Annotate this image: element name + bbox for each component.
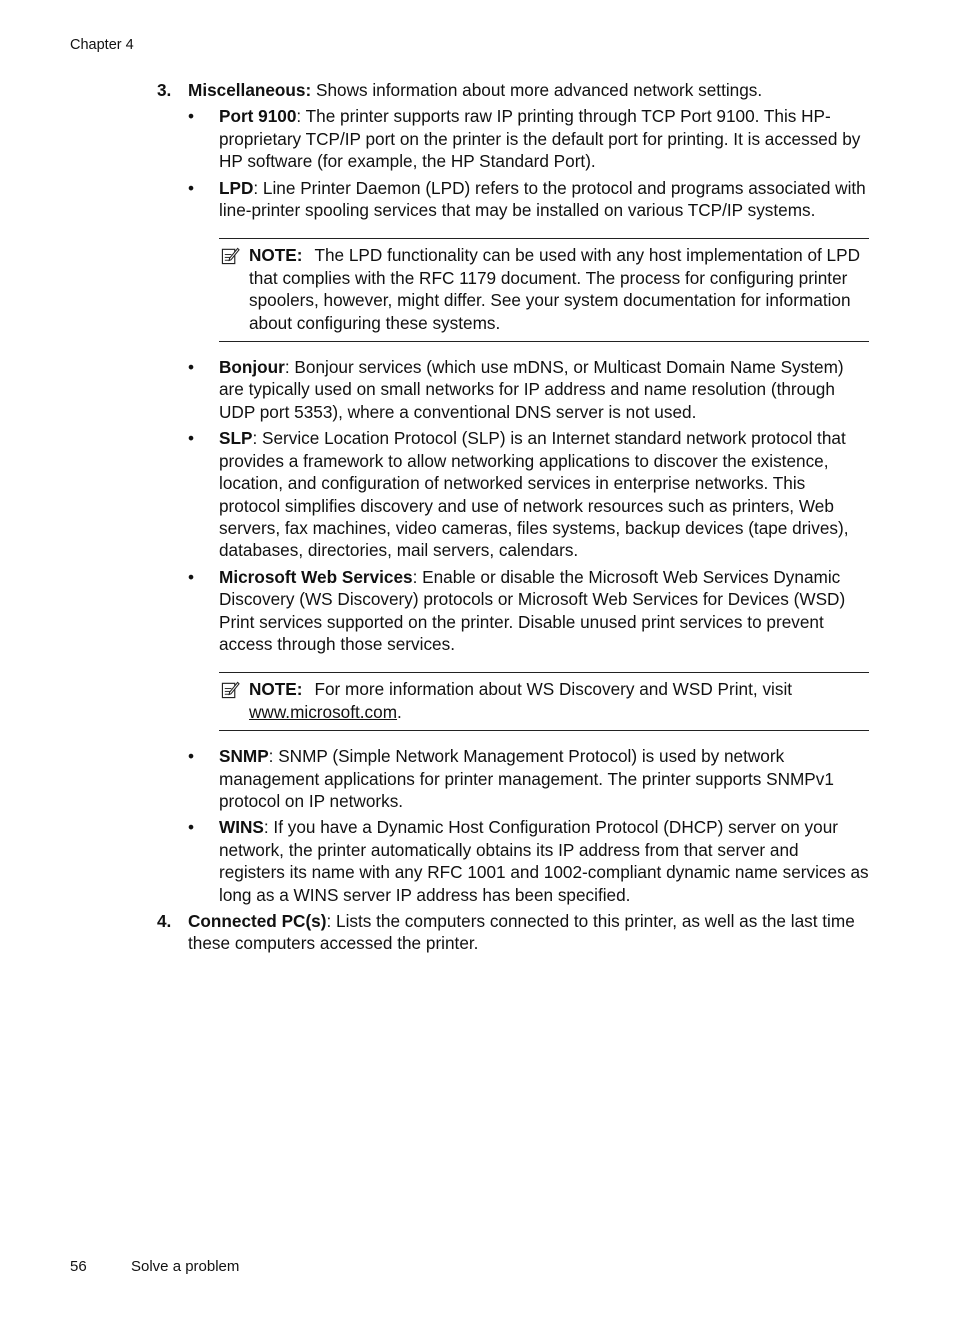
note-label: NOTE: — [249, 679, 303, 700]
chapter-label: Chapter 4 — [70, 37, 134, 53]
bullet-marker: • — [188, 566, 195, 587]
bullet-term: SLP — [219, 428, 253, 449]
bullet-term: WINS — [219, 817, 264, 838]
note-lpd — [219, 238, 869, 342]
bullet-text: : If you have a Dynamic Host Configuration Protocol (DHCP) server on your network, the printer automatically obtains its IP address from that server and registers its name with any RFC 1001 and 1002-compliant dynamic name services as long as a WINS server IP address has been specified. — [219, 817, 869, 905]
bullet-snmp — [188, 745, 869, 812]
bullet-term: LPD — [219, 177, 254, 198]
item-number: 4. — [157, 911, 172, 931]
page-number: 56 — [70, 1258, 87, 1275]
item-number: 3. — [157, 80, 172, 100]
bullet-port-9100 — [188, 105, 869, 172]
bullet-microsoft-web-services — [188, 566, 869, 731]
bullet-slp — [188, 427, 869, 561]
bullet-text: : The printer supports raw IP printing through TCP Port 9100. This HP-proprietary TCP/IP port on the printer is the default port for printing. It is accessed by HP software (for example, the HP Standard Port). — [219, 106, 861, 172]
bullet-marker: • — [188, 428, 195, 449]
item-title: Connected PC(s) — [188, 911, 327, 931]
bullet-term: Microsoft Web Services — [219, 566, 413, 587]
note-text: For more information about WS Discovery and WSD Print, visit — [314, 679, 793, 700]
bullet-list — [188, 105, 869, 906]
item-text: Shows information about more advanced network settings. — [311, 80, 763, 100]
bullet-text: : Line Printer Daemon (LPD) refers to the protocol and programs associated with line-printer spooling services that may be installed on various TCP/IP systems. — [219, 177, 866, 221]
bullet-marker: • — [188, 106, 195, 127]
bullet-term: Bonjour — [219, 357, 285, 378]
numbered-item-connected-pcs — [157, 910, 869, 955]
note-ws-discovery — [219, 672, 869, 731]
bullet-text: : SNMP (Simple Network Management Protocol) is used by network management applications for printer management. The printer supports SNMPv1 protocol on IP networks. — [219, 746, 834, 811]
page-footer — [70, 1258, 239, 1275]
note-label: NOTE: — [249, 245, 303, 266]
bullet-marker: • — [188, 177, 195, 198]
note-pencil-icon — [221, 246, 240, 265]
note-text: The LPD functionality can be used with any host implementation of LPD that complies with the RFC 1179 document. The process for configuring printer spoolers, however, might differ. See your system documentation for information about configuring these systems. — [249, 245, 860, 333]
page-content — [157, 79, 869, 959]
bullet-wins — [188, 816, 869, 906]
item-text: : Lists the computers connected to this printer, as well as the last time these computers accessed the printer. — [188, 911, 855, 954]
bullet-text: : Enable or disable the Microsoft Web Services Dynamic Discovery (WS Discovery) protocols or Microsoft Web Services for Devices (WSD) Print services supported on the printer. Disable unused print services to prevent access through those services. — [219, 566, 846, 654]
bullet-marker: • — [188, 746, 195, 767]
note-pencil-icon — [221, 680, 240, 699]
note-text-end: . — [397, 701, 402, 722]
footer-section: Solve a problem — [131, 1258, 240, 1275]
bullet-term: Port 9100 — [219, 106, 297, 127]
bullet-lpd — [188, 177, 869, 342]
bullet-text: : Service Location Protocol (SLP) is an Internet standard network protocol that provides a framework to allow networking applications to discover the existence, location, and configuration of networked services in enterprise networks. This protocol simplifies discovery and use of network resources such as printers, Web servers, fax machines, video cameras, files systems, backup devices (tape drives), databases, directories, mail servers, calendars. — [219, 428, 849, 561]
bullet-text: : Bonjour services (which use mDNS, or Multicast Domain Name System) are typically used on small networks for IP address and name resolution (through UDP port 5353), where a conventional DNS server is not used. — [219, 357, 844, 422]
microsoft-link[interactable]: www.microsoft.com — [249, 701, 398, 722]
bullet-marker: • — [188, 357, 195, 378]
bullet-term: SNMP — [219, 746, 269, 767]
numbered-item-miscellaneous — [157, 79, 869, 906]
bullet-bonjour — [188, 356, 869, 423]
item-title: Miscellaneous: — [188, 80, 312, 100]
bullet-marker: • — [188, 817, 195, 838]
